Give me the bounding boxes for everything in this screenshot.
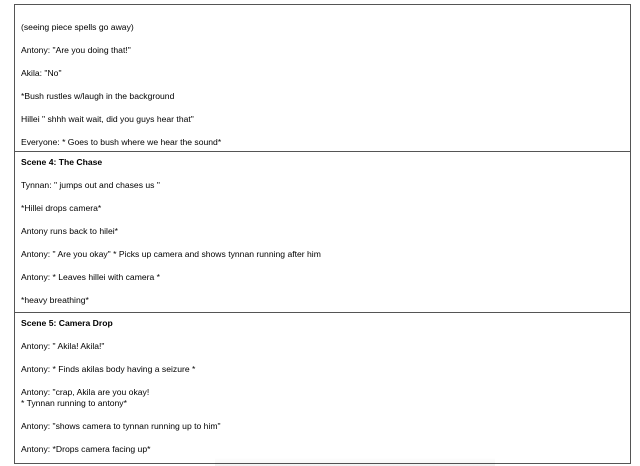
script-line: Antony: "crap, Akila are you okay! [21,387,150,397]
scene-heading: Scene 4: The Chase [21,157,103,167]
script-line: Antony: * Leaves hillei with camera * [21,272,161,282]
script-line: Antony: "Are you doing that!" [21,45,131,55]
script-table [14,4,631,464]
script-line: Hillei " shhh wait wait, did you guys hear that" [21,114,194,124]
script-line: *Bush rustles w/laugh in the background [21,91,175,101]
scene-3-cell [15,5,631,152]
script-line: Antony: " Akila! Akila!" [21,341,105,351]
script-line: Antony runs back to hilei* [21,226,118,236]
script-line: Antony: " Are you okay" * Picks up camera and shows tynnan running after him [21,249,321,259]
script-line: Antony: * Finds akilas body having a seizure * [21,364,196,374]
script-line: *Hillei drops camera* [21,203,102,213]
script-line: (seeing piece spells go away) [21,22,134,32]
script-line: Everyone: * Goes to bush where we hear the sound* [21,137,222,147]
script-line: Antony: *Drops camera facing up* [21,444,151,454]
page-scroll-shadow [215,458,495,466]
scene-5-cell [15,313,631,464]
scene-4-cell [15,152,631,313]
script-line: Tynnan: " jumps out and chases us " [21,180,160,190]
script-line: *heavy breathing* [21,295,89,305]
scene-heading: Scene 5: Camera Drop [21,318,113,328]
script-line: Akila: "No" [21,68,62,78]
script-line: Antony: "shows camera to tynnan running up to him" [21,421,221,431]
script-line: * Tynnan running to antony* [21,398,127,408]
